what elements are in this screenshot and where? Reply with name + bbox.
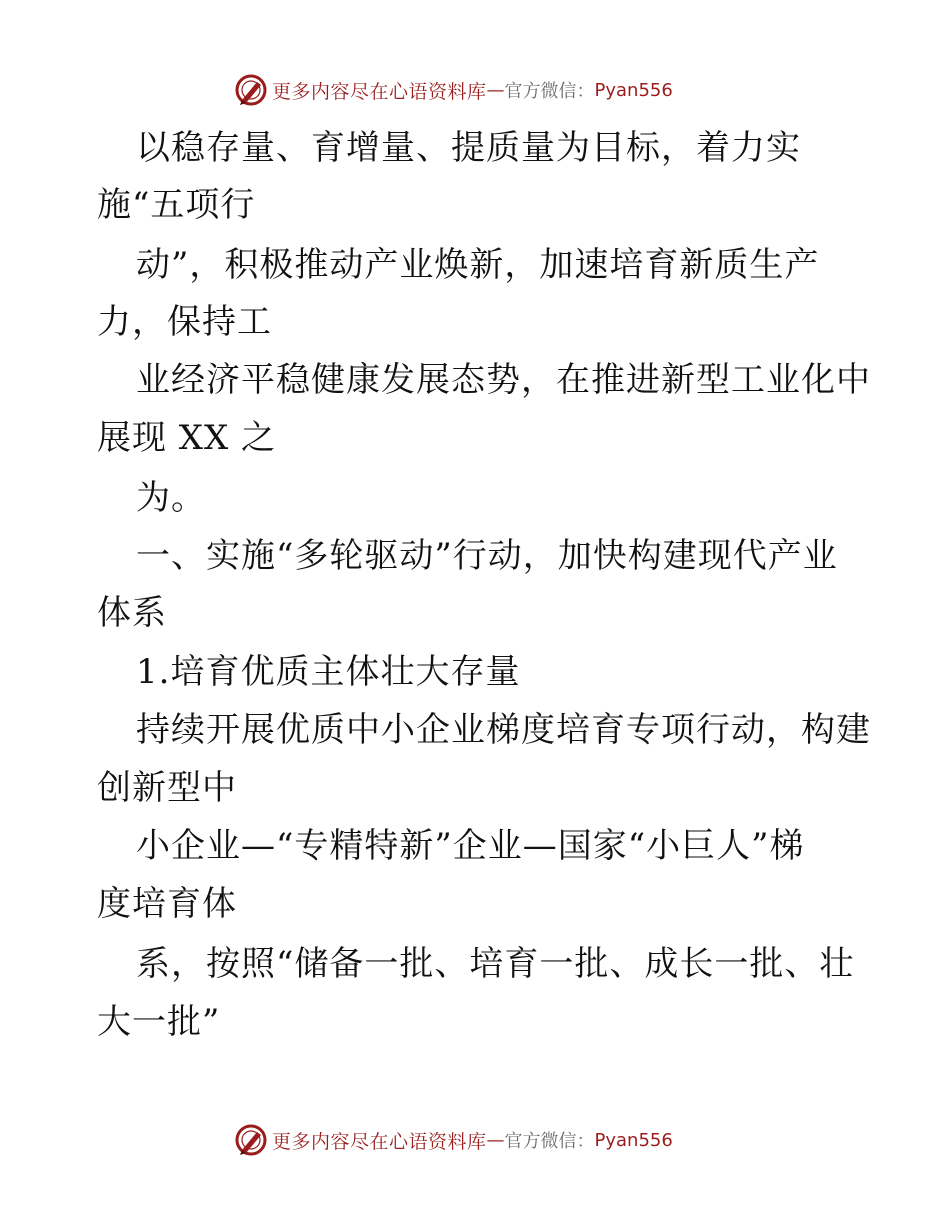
banner-dash: — xyxy=(486,79,505,101)
pen-logo-icon xyxy=(234,1123,268,1157)
footer-banner[interactable] xyxy=(234,1122,673,1158)
banner-wechat-label: 官方微信： xyxy=(504,81,595,102)
banner-wechat-label: 官方微信： xyxy=(504,1131,595,1152)
header-banner[interactable] xyxy=(234,72,673,108)
banner-site-text: 更多内容尽在心语资料库 xyxy=(272,1130,487,1153)
banner-wechat-id: Pyan556 xyxy=(594,79,673,101)
body-line: 业经济平稳健康发展态势，在推进新型工业化中 xyxy=(136,360,871,400)
banner-dash: — xyxy=(486,1129,505,1151)
body-line: 系，按照“储备一批、培育一批、成长一批、壮 xyxy=(136,944,855,984)
banner-wechat-id: Pyan556 xyxy=(594,1129,673,1151)
body-line: 度培育体 xyxy=(97,884,237,924)
body-line: 持续开展优质中小企业梯度培育专项行动，构建 xyxy=(136,710,871,750)
section-heading-cont: 体系 xyxy=(97,593,167,633)
body-line: 力，保持工 xyxy=(97,302,272,342)
body-line: 展现 XX 之 xyxy=(97,418,277,458)
pen-logo-icon xyxy=(234,73,268,107)
body-line: 小企业—“专精特新”企业—国家“小巨人”梯 xyxy=(136,826,805,866)
body-line: 以稳存量、育增量、提质量为目标，着力实 xyxy=(136,128,801,168)
body-line: 为。 xyxy=(136,478,206,518)
body-line: 施“五项行 xyxy=(97,185,256,225)
section-heading: 一、实施“多轮驱动”行动，加快构建现代产业 xyxy=(136,536,838,576)
body-line: 动”，积极推动产业焕新，加速培育新质生产 xyxy=(136,245,820,285)
subsection-heading: 1.培育优质主体壮大存量 xyxy=(136,652,521,692)
body-line: 创新型中 xyxy=(97,768,237,808)
body-line: 大一批” xyxy=(97,1002,221,1042)
banner-site-text: 更多内容尽在心语资料库 xyxy=(272,80,487,103)
